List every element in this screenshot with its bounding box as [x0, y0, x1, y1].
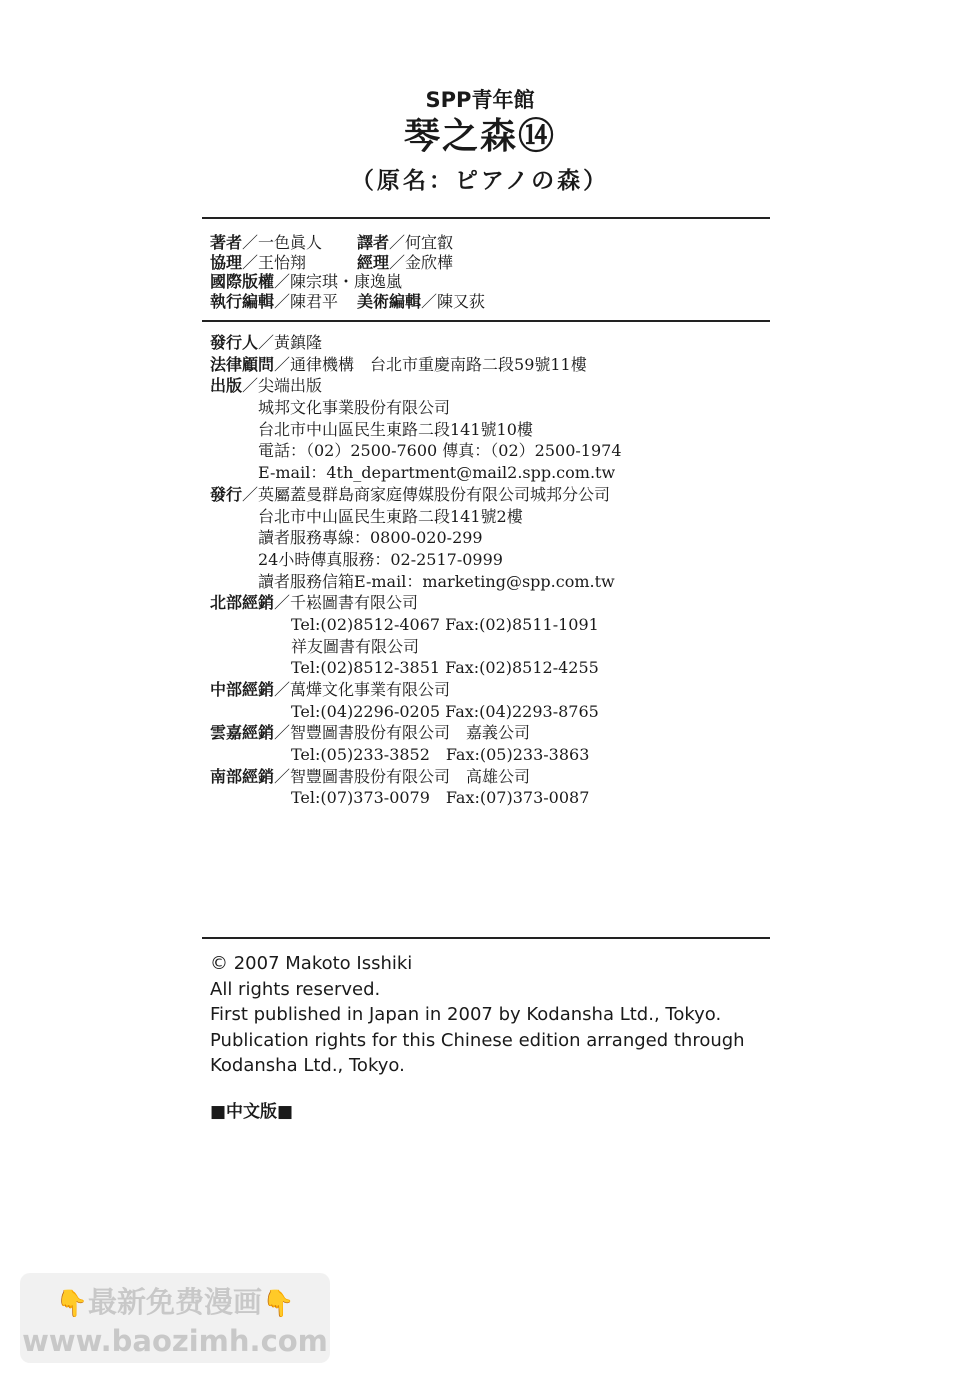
publishing-value: Tel:(05)233-3852 Fax:(05)233-3863 [291, 745, 590, 765]
publishing-value: 台北市中山區民生東路二段141號2樓 [258, 506, 523, 526]
original-title: （原名：ピアノの森） [350, 168, 610, 194]
publishing-line [210, 527, 770, 549]
staff-value: ／一色眞人 [242, 233, 323, 252]
publishing-value: 祥友圖書有限公司 [291, 636, 420, 656]
edition-mark: ■中文版■ [210, 1102, 294, 1122]
copyright-block [210, 951, 770, 1079]
pointing-hand-icon: 👇 [55, 1289, 88, 1319]
publishing-line [210, 701, 770, 723]
publishing-line [210, 657, 770, 679]
staff-row [210, 271, 770, 291]
publishing-label: 北部經銷 [210, 593, 275, 613]
publishing-line [210, 484, 770, 506]
publishing-value: ／千崧圖書有限公司 [274, 593, 419, 613]
divider-top [202, 217, 770, 219]
staff-label: 美術編輯 [357, 291, 422, 311]
staff-value: ／何宜叡 [389, 233, 454, 252]
publishing-line [210, 744, 770, 766]
copyright-line: All rights reserved. [210, 978, 381, 1000]
staff-row [210, 291, 770, 311]
publishing-value: 24小時傳真服務：02-2517-0999 [258, 549, 503, 569]
publishing-value: ／萬燁文化事業有限公司 [274, 680, 451, 699]
staff-right [357, 252, 453, 273]
publishing-label: 法律顧問 [210, 354, 275, 374]
publishing-line [210, 375, 770, 397]
publishing-value: Tel:(07)373-0079 Fax:(07)373-0087 [291, 788, 590, 808]
staff-left [210, 291, 338, 312]
staff-value: ／陳又荻 [421, 291, 486, 311]
staff-row [210, 232, 770, 252]
publishing-line [210, 787, 770, 809]
watermark-title [20, 1283, 330, 1323]
publishing-label: 發行 [210, 484, 243, 504]
publishing-line [210, 766, 770, 788]
publishing-line [210, 571, 770, 593]
book-title: 琴之森⑭ [403, 116, 556, 157]
publishing-line [210, 614, 770, 636]
staff-label: 著者 [210, 233, 243, 252]
publishing-line [210, 722, 770, 744]
copyright-line: First published in Japan in 2007 by Kodansha Ltd., Tokyo. [210, 1004, 722, 1025]
copyright-line: Kodansha Ltd., Tokyo. [210, 1055, 405, 1076]
publishing-line [210, 419, 770, 441]
copyright-line: Publication rights for this Chinese edition arranged through [210, 1029, 745, 1051]
publishing-line [210, 332, 770, 354]
staff-block [210, 232, 770, 310]
watermark-url: www.baozimh.com [22, 1324, 328, 1358]
publishing-label: 南部經銷 [210, 766, 275, 786]
publishing-value: ／尖端出版 [242, 376, 323, 396]
staff-value: ／金欣樺 [389, 252, 454, 272]
publishing-value: Tel:(02)8512-4067 Fax:(02)8511-1091 [291, 614, 599, 634]
publishing-value: ／英屬蓋曼群島商家庭傳媒股份有限公司城邦分公司 [242, 484, 611, 504]
staff-label: 譯者 [357, 233, 390, 252]
staff-label: 執行編輯 [210, 291, 275, 311]
divider-middle [202, 320, 770, 322]
publishing-line [210, 506, 770, 528]
staff-label: 國際版權 [210, 272, 275, 291]
publishing-line [210, 462, 770, 484]
pointing-hand-icon: 👇 [262, 1289, 295, 1319]
publishing-line [210, 679, 770, 701]
staff-row [210, 252, 770, 272]
publishing-value: 台北市中山區民生東路二段141號10樓 [258, 419, 533, 439]
publishing-value: ／通律機構 台北市重慶南路二段59號11樓 [274, 354, 587, 374]
publishing-value: 城邦文化事業股份有限公司 [258, 398, 451, 418]
publishing-label: 雲嘉經銷 [210, 723, 275, 743]
staff-right [357, 291, 485, 312]
divider-bottom [202, 937, 770, 939]
publishing-value: 讀者服務信箱E-mail：marketing@spp.com.tw [258, 571, 615, 591]
publishing-label: 出版 [210, 376, 243, 396]
series-name: SPP青年館 [425, 88, 535, 112]
publishing-value: ／智豐圖書股份有限公司 嘉義公司 [274, 723, 531, 743]
publishing-block [210, 332, 770, 809]
watermark-text: 最新免费漫画 [87, 1285, 262, 1319]
publishing-value: 讀者服務專線：0800-020-299 [258, 528, 483, 548]
staff-left [210, 232, 322, 253]
staff-value: ／陳君平 [274, 291, 339, 311]
staff-left [210, 271, 402, 292]
publishing-value: E-mail：4th_department@mail2.spp.com.tw [258, 463, 616, 483]
publishing-value: Tel:(02)8512-3851 Fax:(02)8512-4255 [291, 658, 599, 678]
publishing-value: 電話：（02）2500-7600 傳真：（02）2500-1974 [258, 441, 622, 461]
publishing-value: Tel:(04)2296-0205 Fax:(04)2293-8765 [291, 701, 599, 721]
publishing-line [210, 592, 770, 614]
staff-value: ／王怡翔 [242, 252, 307, 272]
publishing-value: ／智豐圖書股份有限公司 高雄公司 [274, 766, 531, 786]
staff-label: 經理 [357, 252, 390, 272]
staff-label: 協理 [210, 252, 243, 272]
staff-left [210, 252, 306, 273]
publishing-line [210, 549, 770, 571]
copyright-line: © 2007 Makoto Isshiki [210, 953, 413, 974]
publishing-value: ／黃鎮隆 [258, 333, 323, 352]
publishing-line [210, 440, 770, 462]
staff-value: ／陳宗琪・康逸嵐 [274, 272, 403, 291]
publishing-line [210, 354, 770, 376]
staff-right [357, 232, 453, 253]
publishing-label: 中部經銷 [210, 680, 275, 699]
publishing-line [210, 636, 770, 658]
publishing-label: 發行人 [210, 333, 259, 352]
publishing-line [210, 397, 770, 419]
